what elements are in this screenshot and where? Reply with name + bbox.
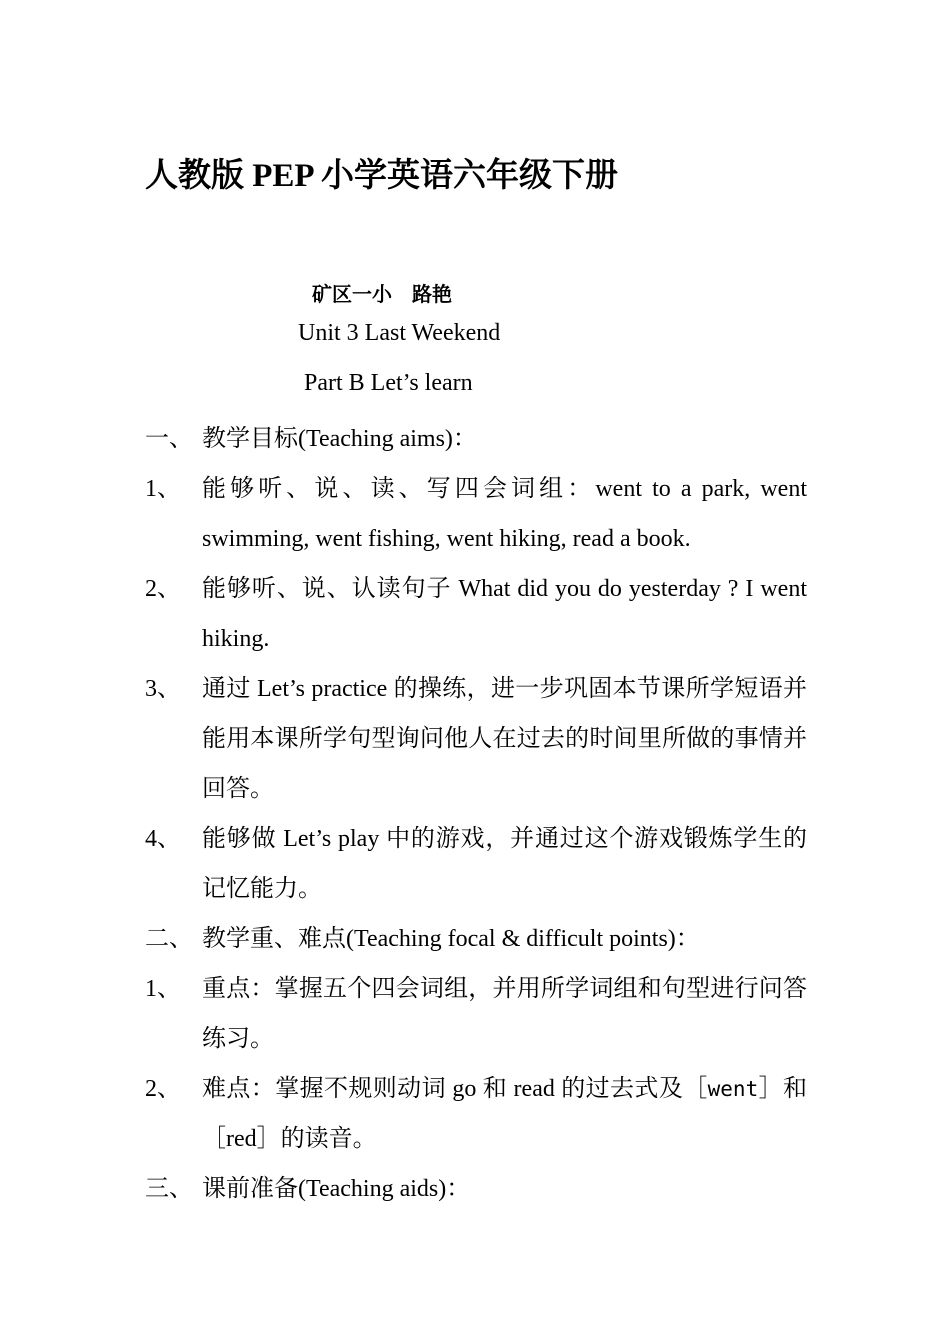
list-item-text: 重点：掌握五个四会词组，并用所学词组和句型进行问答练习。 bbox=[202, 976, 807, 1052]
section-heading-text: 教学重、难点(Teaching focal & difficult points)： bbox=[202, 926, 700, 952]
list-item-text-part: ］和［red］的读音。 bbox=[202, 1076, 808, 1152]
list-item-number: 2、 bbox=[145, 1076, 181, 1102]
part-title: Part B Let’s learn bbox=[304, 370, 473, 396]
list-item bbox=[145, 564, 807, 664]
section-marker: 一、 bbox=[145, 426, 193, 452]
list-item-text: 通过 Let’s practice 的操练，进一步巩固本节课所学短语并能用本课所学句型询问他人在过去的时间里所做的事情并回答。 bbox=[202, 676, 807, 802]
section-heading-focal-points bbox=[145, 914, 807, 964]
list-item-text-part: 难点：掌握不规则动词 go 和 read 的过去式及［ bbox=[202, 1076, 708, 1102]
author-line: 矿区一小 路艳 bbox=[312, 284, 452, 306]
list-item-text bbox=[202, 1064, 807, 1164]
list-item bbox=[145, 1064, 807, 1164]
list-item bbox=[145, 814, 807, 914]
unit-title: Unit 3 Last Weekend bbox=[298, 320, 501, 346]
list-item bbox=[145, 664, 807, 814]
section-heading-text: 教学目标(Teaching aims)： bbox=[202, 426, 477, 452]
list-item-number: 3、 bbox=[145, 676, 181, 702]
list-item bbox=[145, 964, 807, 1064]
section-heading-teaching-aims bbox=[145, 414, 807, 464]
document-title: 人教版 PEP 小学英语六年级下册 bbox=[145, 158, 619, 194]
section-heading-teaching-aids bbox=[145, 1164, 807, 1214]
phonetic-went: went bbox=[707, 1077, 759, 1101]
list-item-number: 1、 bbox=[145, 976, 181, 1002]
list-item-number: 4、 bbox=[145, 826, 181, 852]
list-item-number: 1、 bbox=[145, 476, 181, 502]
document-body bbox=[145, 414, 807, 1214]
list-item bbox=[145, 464, 807, 564]
section-heading-text: 课前准备(Teaching aids)： bbox=[202, 1176, 471, 1202]
list-item-text: 能够做 Let’s play 中的游戏，并通过这个游戏锻炼学生的记忆能力。 bbox=[202, 826, 807, 902]
list-item-text: 能够听、说、认读句子 What did you do yesterday ? I went hiking. bbox=[202, 576, 807, 652]
section-marker: 三、 bbox=[145, 1176, 193, 1202]
list-item-number: 2、 bbox=[145, 576, 181, 602]
section-marker: 二、 bbox=[145, 926, 193, 952]
list-item-text: 能够听、说、读、写四会词组：went to a park, went swimming, went fishing, went hiking, read a book. bbox=[202, 476, 807, 552]
